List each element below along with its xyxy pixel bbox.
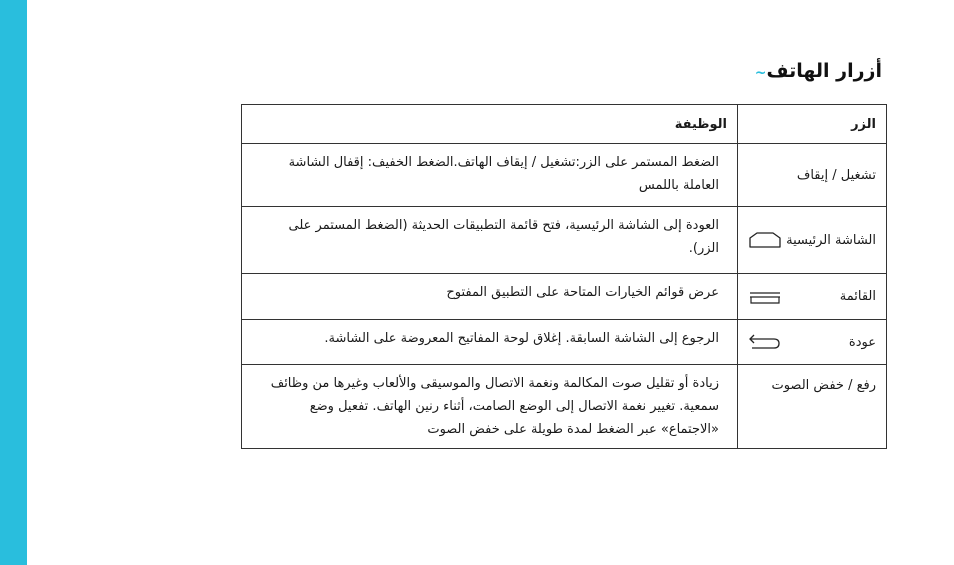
table-row [242,274,887,320]
menu-key-icon [748,288,782,306]
button-name-home: الشاشة الرئيسية [786,232,876,248]
heading-marker: ~ [754,65,767,81]
phone-buttons-table [241,104,887,449]
function-cell: الرجوع إلى الشاشة السابقة. إغلاق لوحة المفاتيح المعروضة على الشاشة. [242,320,738,365]
button-cell [738,274,887,320]
table-row [242,144,887,207]
button-name-menu: القائمة [839,289,876,304]
function-cell: زيادة أو تقليل صوت المكالمة ونغمة الاتصال والموسيقى والألعاب وغيرها من وظائف سمعية. تغيير نغمة الاتصال إلى الوضع الصامت، أثناء رنين الهاتف. تفعيل وضع «الاجتماع» عبر الضغط لمدة طويلة على خفض الصوت [242,365,738,449]
table-row [242,365,887,449]
function-cell: عرض قوائم الخيارات المتاحة على التطبيق المفتوح [242,274,738,320]
button-name-power: تشغيل / إيقاف [796,167,876,183]
function-cell: الضغط المستمر على الزر:تشغيل / إيقاف الهاتف.الضغط الخفيف: إقفال الشاشة العاملة باللمس [242,144,738,207]
button-name-back: عودة [848,334,876,350]
button-cell [738,320,887,365]
section-heading [747,57,882,85]
button-name-volume: رفع / خفض الصوت [771,378,876,393]
table-header-row [242,105,887,144]
back-key-icon [748,333,782,351]
section-title: أزرار الهاتف [766,60,882,82]
button-cell [738,207,887,274]
header-button: الزر [738,105,887,144]
header-function: الوظيفة [242,105,738,144]
table-row [242,207,887,274]
function-cell: العودة إلى الشاشة الرئيسية، فتح قائمة التطبيقات الحديثة (الضغط المستمر على الزر). [242,207,738,274]
button-cell [738,144,887,207]
accent-side-bar [0,0,27,565]
button-cell [738,365,887,449]
table-row [242,320,887,365]
home-key-icon [748,231,782,249]
